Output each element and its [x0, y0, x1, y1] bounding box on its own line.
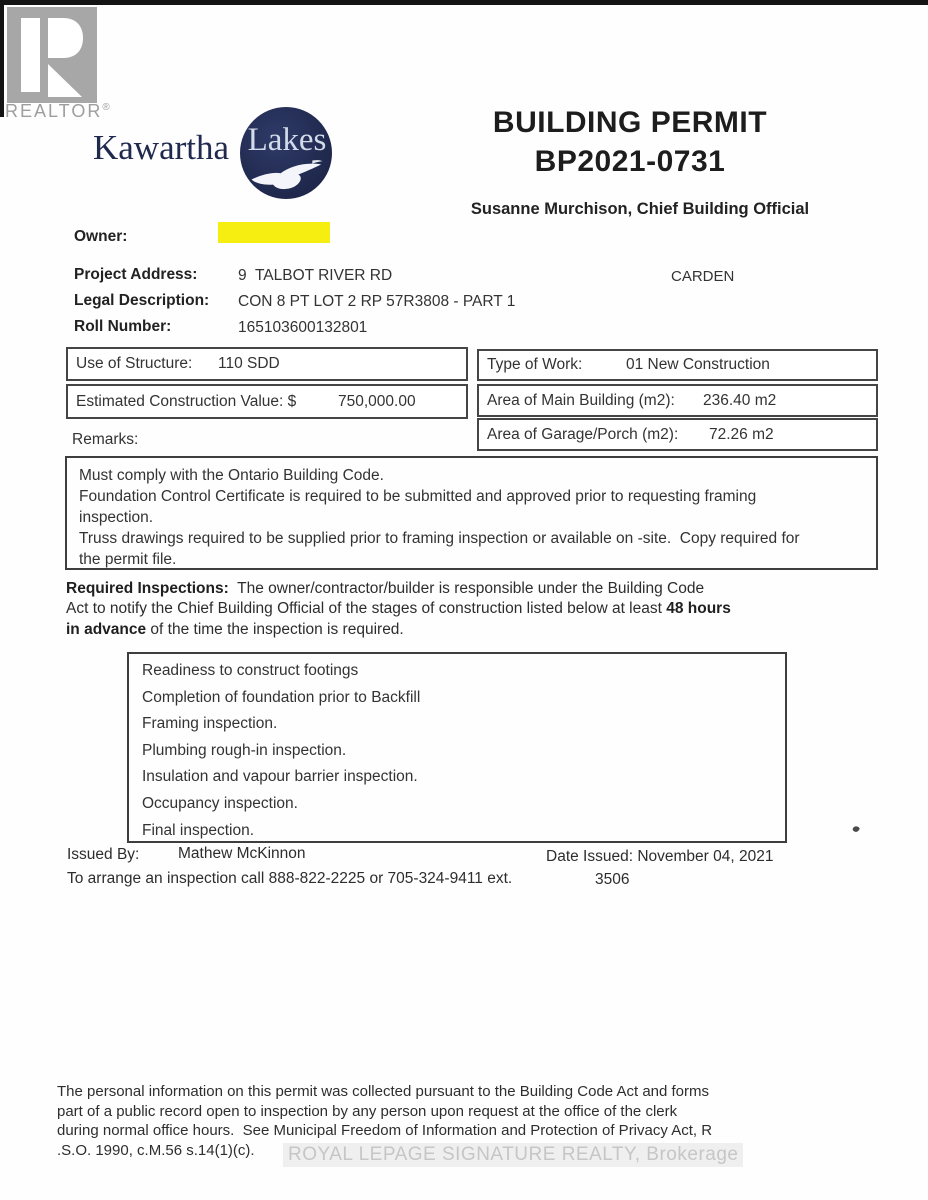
area-main-building-label: Area of Main Building (m2):	[487, 391, 675, 409]
area-garage-porch-value: 72.26 m2	[709, 425, 774, 443]
realtor-r-icon	[7, 7, 97, 103]
remark-line: the permit file.	[79, 551, 177, 568]
required-inspections-heading: Required Inspections:	[66, 580, 229, 597]
owner-label: Owner:	[74, 228, 128, 245]
required-inspections-paragraph	[66, 579, 856, 640]
construction-value-label: Estimated Construction Value: $	[76, 392, 297, 410]
required-inspections-line1: Required Inspections: The owner/contractor/builder is responsible under the Building Code	[66, 580, 705, 597]
roll-number-label: Roll Number:	[74, 318, 172, 335]
remark-line: Truss drawings required to be supplied prior to framing inspection or available on -site. Copy required for	[79, 530, 800, 547]
use-of-structure-label: Use of Structure:	[76, 355, 193, 372]
privacy-notice-line: .S.O. 1990, c.M.56 s.14(1)(c).	[57, 1141, 255, 1159]
scan-speck	[852, 825, 860, 833]
roll-number-value: 165103600132801	[238, 319, 368, 336]
eagle-icon	[247, 158, 327, 196]
inspection-item: Plumbing rough-in inspection.	[142, 741, 347, 759]
construction-value-amount: 750,000.00	[338, 392, 416, 410]
inspection-item: Framing inspection.	[142, 715, 278, 733]
legal-description-value: CON 8 PT LOT 2 RP 57R3808 - PART 1	[238, 293, 516, 310]
inspection-item: Insulation and vapour barrier inspection.	[142, 768, 418, 786]
remark-line: Must comply with the Ontario Building Code.	[79, 467, 384, 484]
remark-line: inspection.	[79, 509, 154, 526]
inspections-list-box	[127, 652, 787, 843]
notice-period-bold: 48 hours	[666, 600, 731, 618]
legal-description-label: Legal Description:	[74, 292, 210, 309]
owner-name-redaction-highlight	[218, 222, 330, 243]
permit-number: BP2021-0731	[534, 145, 726, 178]
remark-line: Foundation Control Certificate is required to be submitted and approved prior to requesting framing	[79, 488, 757, 505]
use-of-structure-box	[66, 347, 468, 381]
issued-by-value: Mathew McKinnon	[178, 845, 306, 862]
privacy-notice-line: part of a public record open to inspection by any person upon request at the office of the clerk	[57, 1102, 678, 1120]
in-advance-bold: in advance	[66, 620, 147, 638]
area-garage-porch-box	[477, 418, 878, 451]
registered-trademark-symbol: ®	[102, 102, 112, 113]
project-address-label: Project Address:	[74, 266, 198, 283]
area-garage-porch-label: Area of Garage/Porch (m2):	[487, 425, 679, 443]
remarks-label: Remarks:	[72, 431, 139, 448]
issued-by-label: Issued By:	[67, 846, 140, 863]
required-inspections-line3: in advance of the time the inspection is required.	[66, 620, 404, 638]
chief-building-official-line: Susanne Murchison, Chief Building Official	[470, 200, 810, 218]
privacy-notice-line: The personal information on this permit was collected pursuant to the Building Code Act and forms	[57, 1083, 710, 1100]
inspection-item: Occupancy inspection.	[142, 794, 298, 812]
area-main-building-box	[477, 384, 878, 417]
phone-extension: 3506	[595, 871, 630, 888]
realtor-word: REALTOR	[5, 101, 103, 121]
realtor-logo	[7, 7, 97, 103]
remarks-box	[65, 456, 878, 570]
inspection-item: Readiness to construct footings	[142, 662, 359, 679]
page-title	[440, 103, 820, 181]
construction-value-box	[66, 384, 468, 419]
use-of-structure-value: 110 SDD	[218, 355, 280, 372]
area-main-building-value: 236.40 m2	[703, 391, 777, 409]
ward-name: CARDEN	[671, 268, 735, 285]
inspection-item: Final inspection.	[142, 821, 255, 839]
realtor-wordmark	[5, 101, 112, 122]
lakes-wordmark: Lakes	[247, 122, 327, 158]
type-of-work-box	[477, 349, 878, 381]
date-issued: Date Issued: November 04, 2021	[546, 848, 774, 865]
inspection-phone-line: To arrange an inspection call 888-822-2225 or 705-324-9411 ext.	[67, 870, 513, 887]
type-of-work-value: 01 New Construction	[626, 356, 770, 373]
required-inspections-line2: Act to notify the Chief Building Official of the stages of construction listed below at least 48 hours	[66, 600, 731, 618]
privacy-notice-line: during normal office hours. See Municipal Freedom of Information and Protection of Privacy Act, R	[57, 1122, 713, 1140]
scan-edge-left	[0, 0, 4, 117]
inspection-item: Completion of foundation prior to Backfill	[142, 688, 421, 706]
brokerage-watermark: ROYAL LEPAGE SIGNATURE REALTY, Brokerage	[283, 1143, 743, 1167]
project-address-value: 9 TALBOT RIVER RD	[238, 267, 393, 284]
permit-title-line1: BUILDING PERMIT	[492, 106, 768, 139]
kawartha-wordmark: Kawartha	[93, 128, 230, 167]
scan-edge-top	[0, 0, 928, 5]
type-of-work-label: Type of Work:	[487, 356, 583, 373]
